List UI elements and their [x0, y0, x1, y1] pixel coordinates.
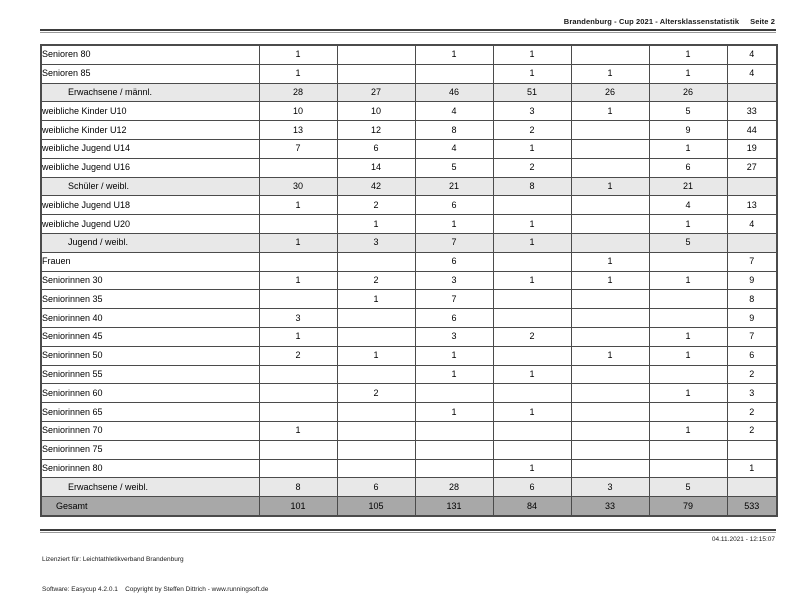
value-cell: 1	[259, 233, 337, 252]
value-cell: 1	[259, 64, 337, 83]
value-cell: 1	[415, 45, 493, 64]
value-cell	[571, 158, 649, 177]
row-label-cell: weibliche Jugend U16	[41, 158, 259, 177]
value-cell: 1	[337, 215, 415, 234]
value-cell: 3	[493, 102, 571, 121]
value-cell	[259, 158, 337, 177]
row-label-cell: Seniorinnen 45	[41, 327, 259, 346]
statistics-table-body	[41, 45, 777, 516]
value-cell: 1	[415, 346, 493, 365]
value-cell: 1	[571, 102, 649, 121]
row-label-cell: weibliche Kinder U12	[41, 121, 259, 140]
value-cell: 28	[259, 83, 337, 102]
row-label-cell: Seniorinnen 30	[41, 271, 259, 290]
row-total-cell: 8	[727, 290, 777, 309]
table-row	[41, 177, 777, 196]
header-rule	[40, 29, 776, 33]
value-cell: 2	[493, 327, 571, 346]
row-label-cell: Seniorinnen 40	[41, 309, 259, 328]
row-label-cell: Seniorinnen 80	[41, 459, 259, 478]
value-cell: 1	[415, 403, 493, 422]
row-total-cell: 9	[727, 309, 777, 328]
value-cell: 3	[415, 327, 493, 346]
value-cell: 33	[571, 497, 649, 516]
value-cell	[493, 290, 571, 309]
value-cell: 8	[493, 177, 571, 196]
value-cell	[337, 327, 415, 346]
value-cell: 1	[493, 233, 571, 252]
value-cell: 4	[649, 196, 727, 215]
value-cell: 105	[337, 497, 415, 516]
table-row	[41, 139, 777, 158]
value-cell: 5	[649, 233, 727, 252]
table-row	[41, 271, 777, 290]
row-label-cell: weibliche Jugend U20	[41, 215, 259, 234]
value-cell: 6	[649, 158, 727, 177]
value-cell	[337, 45, 415, 64]
row-total-cell: 2	[727, 421, 777, 440]
table-row	[41, 478, 777, 497]
value-cell	[259, 215, 337, 234]
value-cell: 1	[649, 384, 727, 403]
row-total-cell: 2	[727, 365, 777, 384]
value-cell	[337, 440, 415, 459]
row-label-cell: weibliche Kinder U10	[41, 102, 259, 121]
value-cell: 3	[259, 309, 337, 328]
value-cell: 1	[571, 64, 649, 83]
table-row	[41, 252, 777, 271]
row-label-cell: weibliche Jugend U18	[41, 196, 259, 215]
table-row	[41, 497, 777, 516]
value-cell: 5	[649, 102, 727, 121]
value-cell	[571, 139, 649, 158]
row-label-cell: Erwachsene / männl.	[41, 83, 259, 102]
value-cell: 10	[337, 102, 415, 121]
row-label-cell: Seniorinnen 65	[41, 403, 259, 422]
header-page-number: Seite 2	[750, 17, 775, 26]
value-cell	[571, 45, 649, 64]
table-row	[41, 365, 777, 384]
value-cell: 27	[337, 83, 415, 102]
footer-datetime: 04.11.2021 - 12:15:07	[711, 536, 775, 543]
value-cell: 4	[415, 139, 493, 158]
table-row	[41, 215, 777, 234]
value-cell: 4	[415, 102, 493, 121]
value-cell	[259, 365, 337, 384]
value-cell	[571, 290, 649, 309]
value-cell: 1	[493, 64, 571, 83]
value-cell	[493, 196, 571, 215]
value-cell	[493, 421, 571, 440]
row-label-cell: Frauen	[41, 252, 259, 271]
table-row	[41, 421, 777, 440]
value-cell	[493, 346, 571, 365]
value-cell: 1	[493, 139, 571, 158]
value-cell: 1	[649, 421, 727, 440]
table-row	[41, 346, 777, 365]
row-total-cell: 33	[727, 102, 777, 121]
value-cell: 1	[571, 346, 649, 365]
value-cell	[415, 459, 493, 478]
value-cell	[649, 365, 727, 384]
table-row	[41, 233, 777, 252]
value-cell	[649, 252, 727, 271]
table-row	[41, 102, 777, 121]
value-cell: 1	[571, 177, 649, 196]
value-cell: 1	[649, 327, 727, 346]
table-row	[41, 327, 777, 346]
row-total-cell: 2	[727, 403, 777, 422]
value-cell	[259, 459, 337, 478]
value-cell: 6	[493, 478, 571, 497]
value-cell: 51	[493, 83, 571, 102]
row-total-cell: 7	[727, 252, 777, 271]
value-cell: 1	[493, 365, 571, 384]
row-label-cell: Seniorinnen 70	[41, 421, 259, 440]
value-cell: 1	[259, 45, 337, 64]
table-row	[41, 196, 777, 215]
row-total-cell: 1	[727, 459, 777, 478]
row-total-cell: 4	[727, 45, 777, 64]
value-cell: 2	[493, 158, 571, 177]
table-row	[41, 64, 777, 83]
row-label-cell: Senioren 80	[41, 45, 259, 64]
value-cell	[649, 290, 727, 309]
row-total-cell: 27	[727, 158, 777, 177]
value-cell: 1	[259, 196, 337, 215]
value-cell: 28	[415, 478, 493, 497]
value-cell	[337, 365, 415, 384]
row-total-cell: 44	[727, 121, 777, 140]
value-cell: 42	[337, 177, 415, 196]
value-cell	[415, 64, 493, 83]
table-row	[41, 45, 777, 64]
value-cell	[259, 290, 337, 309]
value-cell	[493, 384, 571, 403]
value-cell	[571, 121, 649, 140]
table-row	[41, 121, 777, 140]
value-cell: 1	[571, 252, 649, 271]
value-cell	[649, 459, 727, 478]
value-cell: 1	[649, 271, 727, 290]
value-cell	[415, 421, 493, 440]
row-label-cell: Gesamt	[41, 497, 259, 516]
value-cell	[415, 440, 493, 459]
value-cell: 6	[415, 309, 493, 328]
value-cell	[571, 365, 649, 384]
value-cell: 1	[259, 421, 337, 440]
value-cell	[259, 403, 337, 422]
value-cell: 9	[649, 121, 727, 140]
row-total-cell	[727, 478, 777, 497]
value-cell: 5	[415, 158, 493, 177]
row-total-cell: 3	[727, 384, 777, 403]
value-cell	[493, 252, 571, 271]
value-cell: 1	[493, 403, 571, 422]
value-cell	[571, 384, 649, 403]
row-label-cell: Senioren 85	[41, 64, 259, 83]
value-cell: 3	[415, 271, 493, 290]
value-cell: 1	[649, 139, 727, 158]
table-row	[41, 459, 777, 478]
value-cell: 1	[493, 271, 571, 290]
row-total-cell: 4	[727, 215, 777, 234]
value-cell: 1	[649, 346, 727, 365]
value-cell: 1	[493, 45, 571, 64]
value-cell: 6	[415, 196, 493, 215]
row-total-cell	[727, 440, 777, 459]
value-cell	[337, 421, 415, 440]
value-cell	[259, 384, 337, 403]
value-cell: 14	[337, 158, 415, 177]
value-cell: 46	[415, 83, 493, 102]
value-cell: 1	[493, 215, 571, 234]
value-cell: 1	[415, 365, 493, 384]
value-cell: 12	[337, 121, 415, 140]
footer-software: Software: Easycup 4.2.0.1 Copyright by Steffen Dittrich - www.runningsoft.de	[42, 586, 269, 593]
row-label-cell: Seniorinnen 75	[41, 440, 259, 459]
row-total-cell	[727, 177, 777, 196]
value-cell	[337, 403, 415, 422]
value-cell	[571, 215, 649, 234]
row-total-cell: 6	[727, 346, 777, 365]
value-cell: 3	[337, 233, 415, 252]
value-cell	[337, 252, 415, 271]
value-cell: 30	[259, 177, 337, 196]
value-cell	[649, 403, 727, 422]
page-header	[564, 17, 775, 26]
value-cell: 8	[415, 121, 493, 140]
value-cell: 6	[415, 252, 493, 271]
row-label-cell: Schüler / weibl.	[41, 177, 259, 196]
footer-rule	[40, 529, 776, 533]
value-cell: 84	[493, 497, 571, 516]
value-cell: 1	[571, 271, 649, 290]
value-cell: 1	[415, 215, 493, 234]
value-cell: 1	[259, 271, 337, 290]
row-total-cell: 19	[727, 139, 777, 158]
row-total-cell: 4	[727, 64, 777, 83]
value-cell: 21	[649, 177, 727, 196]
value-cell: 7	[415, 290, 493, 309]
value-cell	[571, 233, 649, 252]
value-cell: 6	[337, 139, 415, 158]
footer-license: Lizenziert für: Leichtathletikverband Brandenburg	[42, 556, 184, 563]
value-cell: 8	[259, 478, 337, 497]
value-cell: 3	[571, 478, 649, 497]
value-cell: 1	[337, 346, 415, 365]
value-cell: 26	[571, 83, 649, 102]
row-total-cell: 533	[727, 497, 777, 516]
value-cell: 2	[259, 346, 337, 365]
value-cell: 2	[337, 196, 415, 215]
value-cell: 101	[259, 497, 337, 516]
value-cell	[649, 309, 727, 328]
value-cell	[649, 440, 727, 459]
value-cell: 1	[649, 215, 727, 234]
value-cell	[259, 252, 337, 271]
footer-left	[42, 535, 268, 615]
value-cell: 13	[259, 121, 337, 140]
value-cell	[337, 309, 415, 328]
row-total-cell: 13	[727, 196, 777, 215]
value-cell: 131	[415, 497, 493, 516]
row-label-cell: weibliche Jugend U14	[41, 139, 259, 158]
value-cell: 7	[415, 233, 493, 252]
table-row	[41, 403, 777, 422]
value-cell: 2	[337, 384, 415, 403]
statistics-table	[40, 44, 778, 517]
row-total-cell: 7	[727, 327, 777, 346]
value-cell	[337, 64, 415, 83]
value-cell: 1	[259, 327, 337, 346]
value-cell	[493, 309, 571, 328]
row-label-cell: Jugend / weibl.	[41, 233, 259, 252]
value-cell: 26	[649, 83, 727, 102]
value-cell	[571, 421, 649, 440]
row-label-cell: Seniorinnen 55	[41, 365, 259, 384]
value-cell	[571, 309, 649, 328]
row-total-cell	[727, 233, 777, 252]
value-cell: 2	[493, 121, 571, 140]
table-row	[41, 83, 777, 102]
table-row	[41, 290, 777, 309]
value-cell	[415, 384, 493, 403]
value-cell: 21	[415, 177, 493, 196]
value-cell: 2	[337, 271, 415, 290]
row-label-cell: Seniorinnen 60	[41, 384, 259, 403]
value-cell: 1	[493, 459, 571, 478]
value-cell	[571, 327, 649, 346]
value-cell	[571, 403, 649, 422]
value-cell: 5	[649, 478, 727, 497]
value-cell	[571, 459, 649, 478]
row-label-cell: Erwachsene / weibl.	[41, 478, 259, 497]
value-cell: 10	[259, 102, 337, 121]
row-total-cell	[727, 83, 777, 102]
value-cell	[571, 196, 649, 215]
table-row	[41, 158, 777, 177]
value-cell: 1	[337, 290, 415, 309]
value-cell: 1	[649, 64, 727, 83]
header-title: Brandenburg - Cup 2021 - Altersklassenstatistik	[563, 17, 740, 26]
row-total-cell: 9	[727, 271, 777, 290]
value-cell: 7	[259, 139, 337, 158]
value-cell	[493, 440, 571, 459]
value-cell: 6	[337, 478, 415, 497]
row-label-cell: Seniorinnen 35	[41, 290, 259, 309]
value-cell	[259, 440, 337, 459]
value-cell	[337, 459, 415, 478]
row-label-cell: Seniorinnen 50	[41, 346, 259, 365]
table-row	[41, 309, 777, 328]
value-cell: 1	[649, 45, 727, 64]
value-cell	[571, 440, 649, 459]
table-row	[41, 384, 777, 403]
value-cell: 79	[649, 497, 727, 516]
table-row	[41, 440, 777, 459]
